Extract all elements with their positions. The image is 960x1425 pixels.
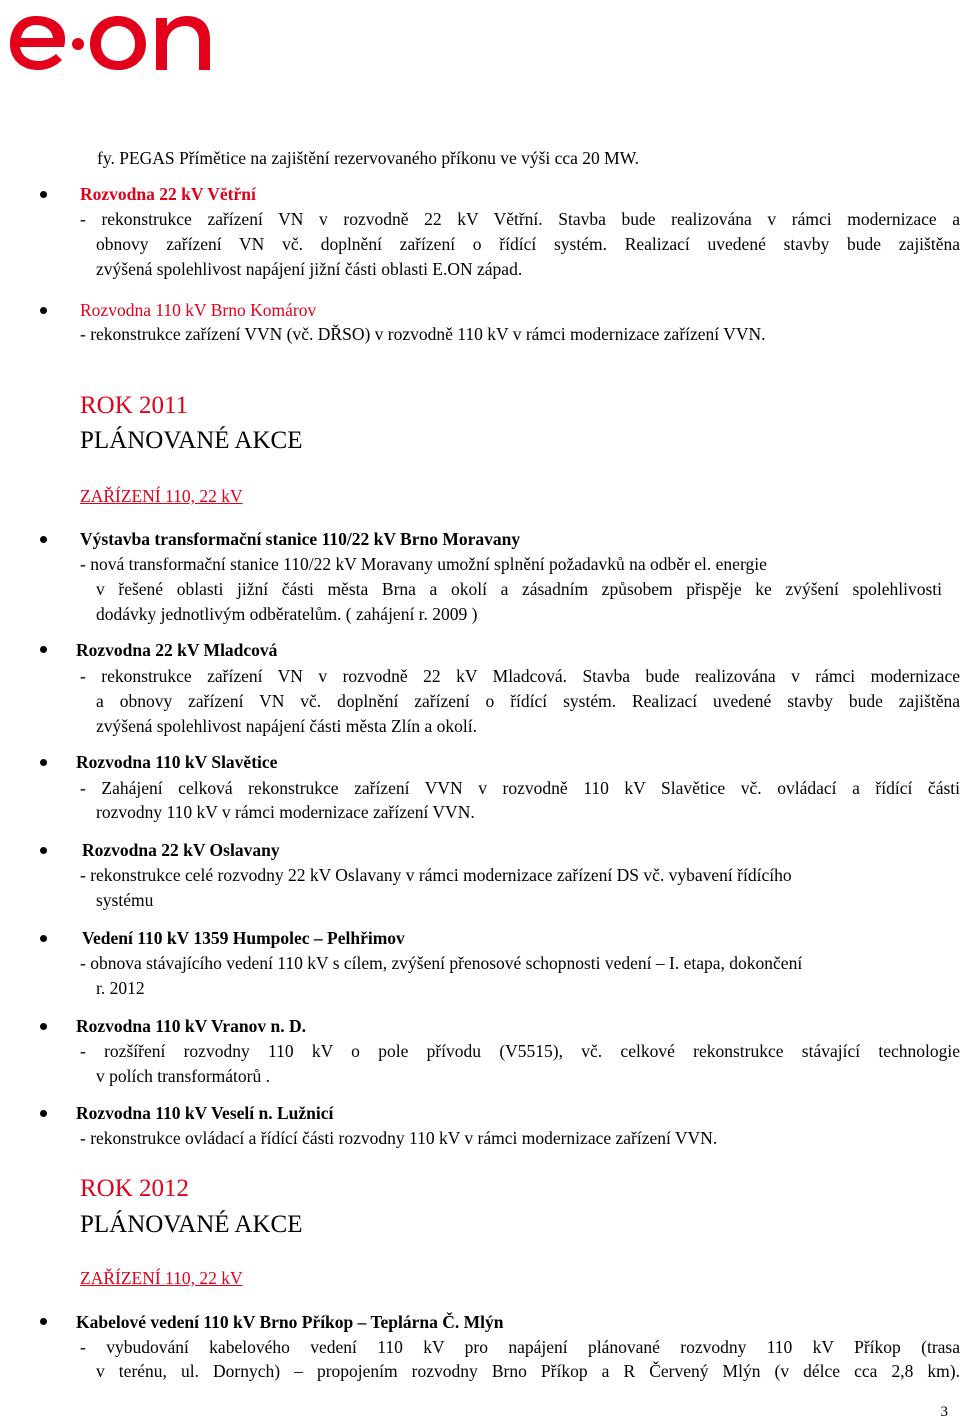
bullet-icon (40, 536, 47, 543)
item-title-slavetice: Rozvodna 110 kV Slavětice (76, 752, 278, 772)
bullet-icon (40, 307, 47, 314)
page-number: 3 (940, 1404, 948, 1420)
item-text-line: - vybudování kabelového vedení 110 kV pro napájení plánované rozvodny 110 kV Příkop (trasa (80, 1337, 960, 1357)
item-text-line: v terénu, ul. Dornych) – propojením rozvodny Brno Příkop a R Červený Mlýn (v délce cca 2,8 km). (96, 1361, 960, 1381)
section-plan-heading: PLÁNOVANÉ AKCE (80, 427, 303, 454)
item-title-komarov: Rozvodna 110 kV Brno Komárov (80, 300, 317, 320)
item-title-mladcova: Rozvodna 22 kV Mladcová (76, 640, 278, 660)
bullet-icon (40, 847, 47, 854)
item-title-moravany: Výstavba transformační stanice 110/22 kV Brno Moravany (80, 529, 521, 549)
section-subheading: ZAŘÍZENÍ 110, 22 kV (80, 486, 243, 506)
bullet-icon (40, 1110, 47, 1117)
section-year-2011: ROK 2011 (80, 392, 189, 419)
item-title-veseli: Rozvodna 110 kV Veselí n. Lužnicí (76, 1103, 334, 1123)
section-subheading: ZAŘÍZENÍ 110, 22 kV (80, 1268, 243, 1288)
item-title-vetrni: Rozvodna 22 kV Větřní (80, 184, 256, 204)
item-text-line: - rekonstrukce zařízení VN v rozvodně 22 kV Větřní. Stavba bude realizována v rámci modernizace a (80, 209, 960, 229)
item-text-line: - rekonstrukce zařízení VN v rozvodně 22 kV Mladcová. Stavba bude realizována v rámci modernizace (80, 666, 960, 686)
section-plan-heading: PLÁNOVANÉ AKCE (80, 1211, 303, 1238)
bullet-icon (40, 1023, 47, 1030)
item-text-line: - Zahájení celková rekonstrukce zařízení VVN v rozvodně 110 kV Slavětice vč. ovládací a řídící části (80, 778, 960, 798)
item-title-humpolec: Vedení 110 kV 1359 Humpolec – Pelhřimov (82, 928, 405, 948)
item-text-line: - obnova stávajícího vedení 110 kV s cílem, zvýšení přenosové schopnosti vedení – I. etapa, dokončení (80, 953, 803, 973)
item-text-line: - nová transformační stanice 110/22 kV Moravany umožní splnění požadavků na odběr el. energie (80, 554, 767, 574)
eon-logo (6, 4, 226, 74)
bullet-icon (40, 191, 47, 198)
item-text-line: - rekonstrukce celé rozvodny 22 kV Oslavany v rámci modernizace zařízení DS vč. vybavení řídícího (80, 865, 792, 885)
item-text-line: rozvodny 110 kV v rámci modernizace zařízení VVN. (96, 802, 475, 822)
item-title-vranov: Rozvodna 110 kV Vranov n. D. (76, 1016, 306, 1036)
item-text-line: r. 2012 (96, 978, 145, 998)
item-text-line: v řešené oblasti jižní části města Brna a okolí a zásadním způsobem přispěje ke zvýšení spolehlivosti (96, 579, 942, 599)
section-year-2012: ROK 2012 (80, 1175, 190, 1202)
item-text-line: dodávky jednotlivým odběratelům. ( zahájení r. 2009 ) (96, 604, 478, 624)
bullet-icon (40, 935, 47, 942)
item-text-line: systému (96, 890, 154, 910)
item-text-line: a obnovy zařízení VN vč. doplnění zařízení o řídící systém. Realizací uvedené stavby bude zajištěna (96, 691, 960, 711)
item-text-line: - rekonstrukce zařízení VVN (vč. DŘSO) v rozvodně 110 kV v rámci modernizace zařízení VVN. (80, 324, 766, 344)
intro-text: fy. PEGAS Přímětice na zajištění rezervovaného příkonu ve výši cca 20 MW. (97, 148, 640, 168)
bullet-icon (40, 1318, 47, 1325)
item-text-line: zvýšená spolehlivost napájení jižní části oblasti E.ON západ. (96, 259, 523, 279)
bullet-icon (40, 646, 47, 653)
bullet-icon (40, 759, 47, 766)
item-text-line: zvýšená spolehlivost napájení části města Zlín a okolí. (96, 716, 478, 736)
item-text-line: v polích transformátorů . (96, 1066, 270, 1086)
item-title-prikop: Kabelové vedení 110 kV Brno Příkop – Teplárna Č. Mlýn (76, 1312, 504, 1332)
item-text-line: obnovy zařízení VN vč. doplnění zařízení o řídící systém. Realizací uvedené stavby bude zajištěna (96, 234, 960, 254)
item-title-oslavany: Rozvodna 22 kV Oslavany (82, 840, 280, 860)
item-text-line: - rekonstrukce ovládací a řídící části rozvodny 110 kV v rámci modernizace zařízení VVN. (80, 1128, 718, 1148)
item-text-line: - rozšíření rozvodny 110 kV o pole přívodu (V5515), vč. celkové rekonstrukce stávající technologie (80, 1041, 960, 1061)
